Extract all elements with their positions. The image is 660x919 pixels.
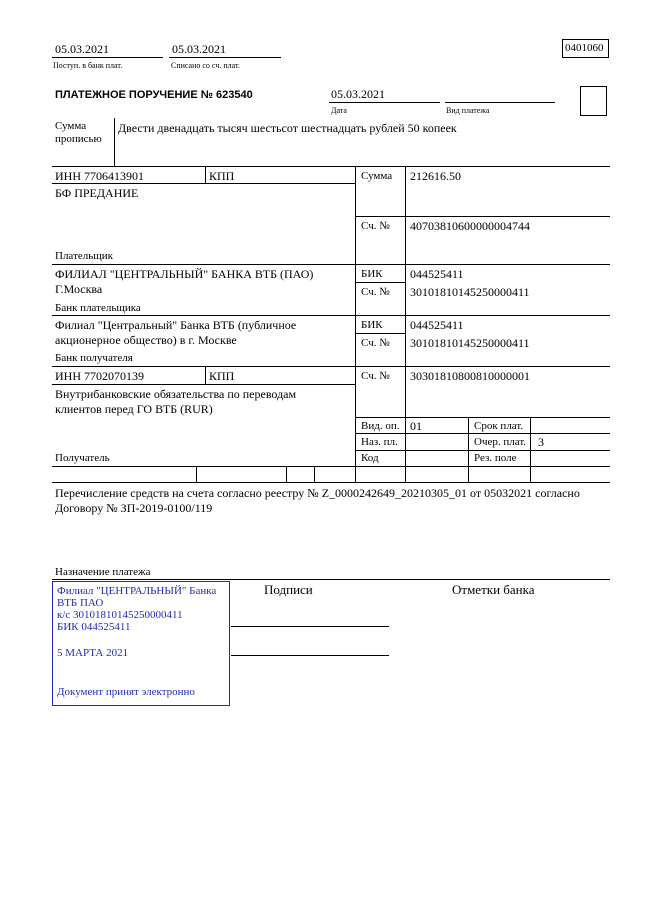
- form-code: 0401060: [565, 42, 604, 54]
- grid-line: [205, 366, 206, 384]
- payer-inn: ИНН 7706413901: [55, 169, 144, 183]
- stamp-line-1: Филиал "ЦЕНТРАЛЬНЫЙ" Банка: [57, 585, 217, 597]
- purpose-line-1: Перечисление средств на счета согласно реестру № Z_0000242649_20210305_01 от 05032021 согласно: [55, 486, 580, 500]
- payment-type-line: [445, 102, 555, 103]
- status-box: [580, 86, 607, 116]
- grid-line: [52, 264, 610, 265]
- grid-line: [468, 417, 469, 482]
- bank-stamp: [52, 581, 230, 706]
- order-date-label: Дата: [331, 106, 347, 115]
- payee-inn: ИНН 7702070139: [55, 369, 144, 383]
- payee-name-1: Внутрибанковские обязательства по переводам: [55, 387, 297, 401]
- payer-account-label: Сч. №: [361, 220, 390, 232]
- order-date-line: [329, 102, 440, 103]
- payer-kpp-label: КПП: [209, 169, 235, 183]
- purpose-code-label: Наз. пл.: [361, 436, 398, 448]
- payment-type-label: Вид платежа: [446, 106, 490, 115]
- payer-bank-account: 30101810145250000411: [410, 285, 530, 299]
- grid-line: [52, 482, 610, 483]
- grid-line: [52, 466, 610, 467]
- payer-name: БФ ПРЕДАНИЕ: [55, 186, 139, 200]
- term-label: Срок плат.: [474, 420, 524, 432]
- grid-line: [405, 166, 406, 482]
- grid-line: [52, 384, 355, 385]
- date-debited-label: Списано со сч. плат.: [171, 61, 240, 70]
- payee-account-label: Сч. №: [361, 370, 390, 382]
- date-debited: 05.03.2021: [172, 42, 226, 56]
- grid-line: [314, 466, 315, 482]
- code-label: Код: [361, 452, 379, 464]
- stamp-line-2: ВТБ ПАО: [57, 597, 104, 609]
- grid-line: [196, 466, 197, 482]
- date-received: 05.03.2021: [55, 42, 109, 56]
- purpose-label: Назначение платежа: [55, 566, 151, 578]
- amount-label: Сумма: [361, 170, 393, 182]
- grid-line: [355, 333, 405, 334]
- signatures-label: Подписи: [264, 582, 313, 597]
- payee-bank-bik: 044525411: [410, 318, 464, 332]
- amount-words-divider: [114, 118, 115, 166]
- grid-line: [52, 315, 610, 316]
- stamp-date: 5 МАРТА 2021: [57, 647, 129, 659]
- payer-bank-bik-label: БИК: [361, 268, 383, 280]
- payee-bank-name-1: Филиал "Центральный" Банка ВТБ (публичное: [55, 318, 297, 332]
- grid-line: [286, 466, 287, 482]
- amount-value: 212616.50: [410, 169, 461, 183]
- date-debited-line: [169, 57, 281, 58]
- grid-line: [52, 366, 610, 367]
- payee-kpp-label: КПП: [209, 369, 235, 383]
- grid-line: [530, 417, 531, 482]
- payer-bank-account-label: Сч. №: [361, 286, 390, 298]
- signature-line-2: [231, 655, 389, 656]
- payer-account: 40703810600000004744: [410, 219, 530, 233]
- payee-account: 30301810800810000001: [410, 369, 530, 383]
- payer-label: Плательщик: [55, 250, 113, 262]
- grid-line: [355, 216, 610, 217]
- payer-bank-name-1: ФИЛИАЛ "ЦЕНТРАЛЬНЫЙ" БАНКА ВТБ (ПАО): [55, 267, 314, 281]
- payee-label: Получатель: [55, 452, 110, 464]
- stamp-line-3: к/с 30101810145250000411: [57, 609, 183, 621]
- order-date: 05.03.2021: [331, 87, 385, 101]
- op-type-value: 01: [410, 419, 422, 433]
- payee-name-2: клиентов перед ГО ВТБ (RUR): [55, 402, 213, 416]
- amount-words-label-1: Сумма: [55, 120, 87, 132]
- grid-line: [205, 166, 206, 184]
- amount-words-label-2: прописью: [55, 133, 102, 145]
- stamp-line-4: БИК 044525411: [57, 621, 131, 633]
- priority-label: Очер. плат.: [474, 436, 527, 448]
- reserve-label: Рез. поле: [474, 452, 517, 464]
- purpose-bottom-line: [52, 579, 610, 580]
- grid-line: [355, 433, 610, 434]
- bank-marks-label: Отметки банка: [452, 582, 535, 597]
- payer-bank-bik: 044525411: [410, 267, 464, 281]
- payer-bank-label: Банк плательщика: [55, 302, 141, 314]
- stamp-status: Документ принят электронно: [57, 686, 195, 698]
- grid-line: [52, 166, 610, 167]
- grid-line: [355, 166, 356, 482]
- signature-line-1: [231, 626, 389, 627]
- payer-bank-name-2: Г.Москва: [55, 282, 103, 296]
- payee-bank-account-label: Сч. №: [361, 337, 390, 349]
- priority-value: 3: [538, 435, 544, 449]
- amount-words-text: Двести двенадцать тысяч шестьсот шестнадцать рублей 50 копеек: [118, 121, 457, 135]
- grid-line: [355, 282, 405, 283]
- grid-line: [355, 450, 610, 451]
- grid-line: [355, 417, 610, 418]
- payee-bank-account: 30101810145250000411: [410, 336, 530, 350]
- op-type-label: Вид. оп.: [361, 420, 400, 432]
- payee-bank-label: Банк получателя: [55, 352, 133, 364]
- purpose-line-2: Договору № ЗП-2019-0100/119: [55, 501, 213, 515]
- date-received-label: Поступ. в банк плат.: [53, 61, 123, 70]
- date-received-line: [52, 57, 163, 58]
- payee-bank-name-2: акционерное общество) в г. Москве: [55, 333, 237, 347]
- payee-bank-bik-label: БИК: [361, 319, 383, 331]
- order-title: ПЛАТЕЖНОЕ ПОРУЧЕНИЕ № 623540: [55, 89, 253, 101]
